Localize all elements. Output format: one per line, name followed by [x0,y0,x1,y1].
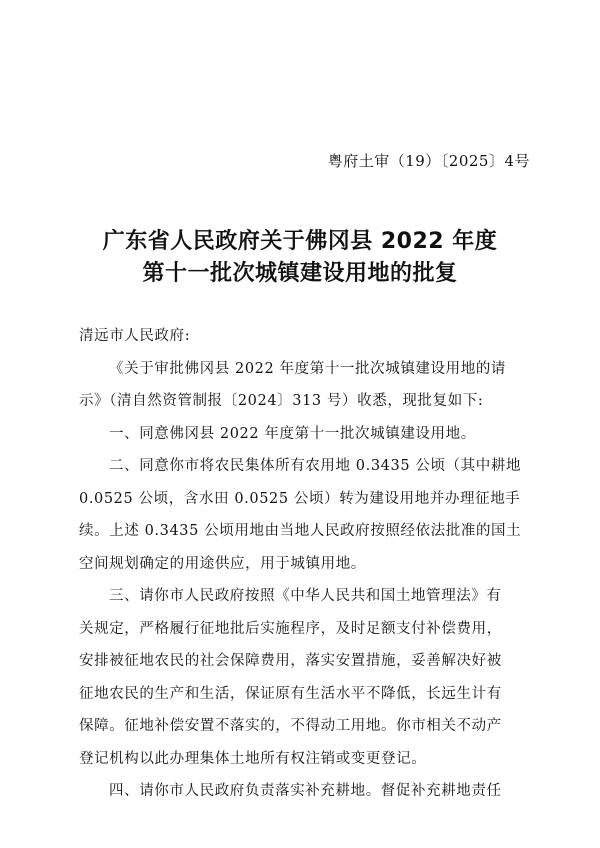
document-number: 粤府土审（19）〔2025〕4号 [327,152,530,170]
title-line-1: 广东省人民政府关于佛冈县 2022 年度 [102,229,498,254]
body-line: 续。上述 0.3435 公顷用地由当地人民政府按照经依法批准的国土 [79,523,522,539]
body-line: 征地农民的生产和生活，保证原有生活水平不降低，长远生计有 [79,685,502,702]
body-line: 保障。征地补偿安置不落实的，不得动工用地。你市相关不动产 [79,718,502,734]
document-body [79,320,529,808]
body-line: 安排被征地农民的社会保障费用，落实安置措施，妥善解决好被 [79,653,502,669]
body-line: 《关于审批佛冈县 2022 年度第十一批次城镇建设用地的请 [109,360,507,377]
addressee: 清远市人民政府: [79,328,191,344]
body-line: 登记机构以此办理集体土地所有权注销或变更登记。 [79,750,427,767]
body-line: 一、同意佛冈县 2022 年度第十一批次城镇建设用地。 [109,425,476,442]
body-line: 三、请你市人民政府按照《中华人民共和国土地管理法》有 [109,588,502,604]
title-line-2: 第十一批次城镇建设用地的批复 [142,261,458,286]
body-line: 四、请你市人民政府负责落实补充耕地。督促补充耕地责任 [109,783,502,799]
body-line: 0.0525 公顷，含水田 0.0525 公顷）转为建设用地并办理征地手 [79,490,521,507]
body-line: 关规定，严格履行征地批后实施程序，及时足额支付补偿费用， [79,620,502,637]
body-line: 空间规划确定的用途供应，用于城镇用地。 [79,555,366,572]
document-title [0,226,600,290]
body-line: 二、同意你市将农民集体所有农用地 0.3435 公顷（其中耕地 [109,458,522,474]
body-line: 示》（清自然资管制报〔2024〕313 号）收悉，现批复如下: [79,393,484,409]
